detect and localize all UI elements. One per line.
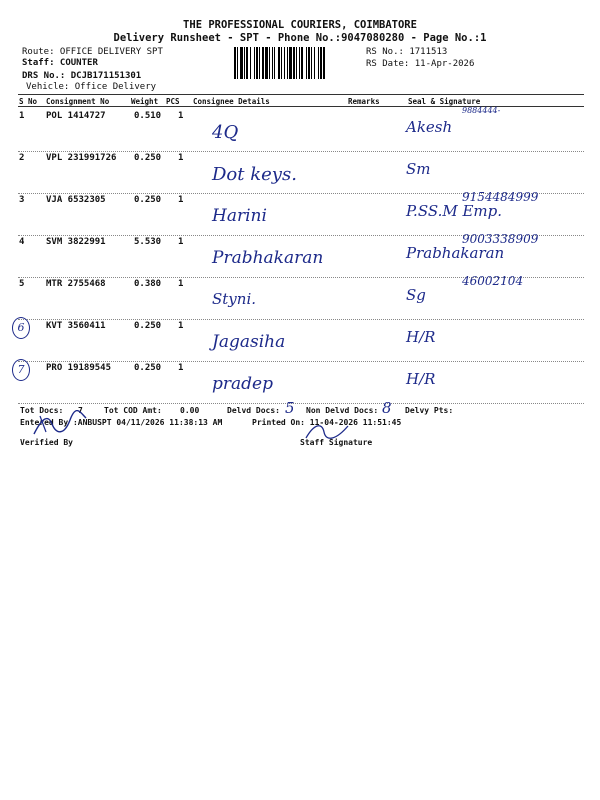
barcode-bar	[259, 47, 260, 79]
barcode-bar	[246, 47, 248, 79]
col-header-sno: S No	[19, 97, 38, 106]
row-pcs: 1	[178, 111, 184, 121]
row-consignee-handwritten: pradep	[212, 374, 273, 394]
non-delvd-docs-handwritten: 8	[382, 399, 392, 417]
row-sno: 3	[19, 195, 25, 205]
barcode-image	[234, 47, 362, 79]
row-sno: 1	[19, 111, 25, 121]
tot-docs-label: Tot Docs:	[20, 406, 64, 415]
row-signature-handwritten: Sg	[406, 286, 426, 304]
row-consignment-no: PRO 19189545	[46, 363, 112, 373]
barcode-bar	[237, 47, 238, 79]
printed-on: Printed On: 11-04-2026 11:51:45	[252, 418, 402, 427]
staff-label: Staff: COUNTER	[22, 58, 98, 68]
barcode-bar	[311, 47, 312, 79]
row-sno: 5	[19, 279, 25, 289]
barcode-bar	[296, 47, 297, 79]
row-weight: 0.250	[134, 321, 162, 331]
row-weight: 5.530	[134, 237, 162, 247]
row-weight: 0.510	[134, 111, 162, 121]
table-row	[0, 106, 600, 152]
row-signature-note-handwritten: 9884444-	[462, 106, 501, 115]
table-row	[0, 320, 600, 362]
table-row	[0, 232, 600, 278]
barcode-bar	[299, 47, 300, 79]
row-signature-note-handwritten: 9154484999	[462, 190, 539, 204]
barcode-bar	[262, 47, 264, 79]
row-sno: 2	[19, 153, 25, 163]
row-pcs: 1	[178, 321, 184, 331]
drs-number: DRS No.: DCJB171151301	[22, 71, 142, 81]
row-signature-handwritten: Prabhakaran	[406, 244, 505, 262]
row-pcs: 1	[178, 237, 184, 247]
row-signature-handwritten: Sm	[406, 160, 431, 178]
table-row	[0, 274, 600, 320]
barcode-bar	[281, 47, 282, 79]
barcode-bar	[240, 47, 243, 79]
row-consignment-no: KVT 3560411	[46, 321, 106, 331]
row-weight: 0.380	[134, 279, 162, 289]
row-pcs: 1	[178, 279, 184, 289]
barcode-bar	[289, 47, 292, 79]
barcode-bar	[250, 47, 251, 79]
col-header-consignment: Consignment No	[46, 97, 110, 106]
row-signature-handwritten: Akesh	[406, 118, 453, 136]
row-consignee-handwritten: Styni.	[212, 290, 257, 308]
row-consignee-handwritten: 4Q	[212, 122, 239, 143]
vehicle-label: Vehicle: Office Delivery	[26, 82, 157, 92]
barcode-bar	[306, 47, 307, 79]
barcode-bar	[318, 47, 319, 79]
barcode-bar	[265, 47, 268, 79]
barcode-bar	[234, 47, 236, 79]
row-weight: 0.250	[134, 363, 162, 373]
verifier-signature-scribble	[30, 410, 90, 440]
barcode-bar	[272, 47, 273, 79]
row-consignee-handwritten: Dot keys.	[212, 164, 297, 185]
row-weight: 0.250	[134, 153, 162, 163]
col-header-seal: Seal & Signature	[408, 97, 481, 106]
row-divider	[18, 403, 584, 404]
row-pcs: 1	[178, 153, 184, 163]
tot-docs-value: 7	[78, 406, 83, 415]
row-signature-handwritten: H/R	[406, 328, 436, 346]
col-header-remarks: Remarks	[348, 97, 380, 106]
row-sno-circled-handwritten: 6	[12, 317, 30, 339]
barcode-bar	[320, 47, 322, 79]
barcode-bar	[269, 47, 270, 79]
row-consignee-handwritten: Jagasiha	[212, 332, 286, 352]
route-label: Route: OFFICE DELIVERY SPT	[22, 47, 163, 57]
barcode-bar	[254, 47, 255, 79]
tot-cod-value: 0.00	[180, 406, 200, 415]
table-top-rule	[18, 94, 584, 95]
barcode-bar	[308, 47, 310, 79]
row-signature-note-handwritten: 46002104	[462, 274, 524, 288]
col-header-consignee: Consignee Details	[193, 97, 270, 106]
col-header-pcs: PCS	[166, 97, 180, 106]
non-delvd-docs-label: Non Delvd Docs:	[306, 406, 379, 415]
barcode-bar	[274, 47, 275, 79]
delvd-docs-label: Delvd Docs:	[227, 406, 280, 415]
tot-cod-label: Tot COD Amt:	[104, 406, 162, 415]
row-sno: 4	[19, 237, 25, 247]
barcode-bar	[287, 47, 288, 79]
row-signature-handwritten: H/R	[406, 370, 436, 388]
table-row	[0, 190, 600, 236]
barcode-bar	[323, 47, 325, 79]
row-consignment-no: POL 1414727	[46, 111, 106, 121]
barcode-bar	[284, 47, 285, 79]
barcode-bar	[278, 47, 280, 79]
row-pcs: 1	[178, 195, 184, 205]
barcode-bar	[244, 47, 245, 79]
delvy-pts-label: Delvy Pts:	[405, 406, 454, 415]
row-weight: 0.250	[134, 195, 162, 205]
staff-signature-scribble	[300, 420, 360, 442]
delvd-docs-handwritten: 5	[285, 399, 295, 417]
row-consignment-no: SVM 3822991	[46, 237, 106, 247]
row-signature-handwritten: P.SS.M Emp.	[406, 202, 503, 220]
row-signature-note-handwritten: 9003338909	[462, 232, 539, 246]
staff-signature-label: Staff Signature	[300, 438, 373, 447]
row-consignment-no: MTR 2755468	[46, 279, 106, 289]
company-name: THE PROFESSIONAL COURIERS, COIMBATORE	[183, 19, 417, 31]
barcode-bar	[256, 47, 258, 79]
entered-by: Entered By :ANBUSPT 04/11/2026 11:38:13 AM	[20, 418, 223, 427]
rs-date: RS Date: 11-Apr-2026	[366, 59, 475, 69]
table-row	[0, 152, 600, 194]
row-pcs: 1	[178, 363, 184, 373]
row-consignee-handwritten: Harini	[212, 206, 267, 226]
verified-by-label: Verified By	[20, 438, 73, 447]
barcode-bar	[314, 47, 315, 79]
barcode-bar	[301, 47, 303, 79]
row-consignment-no: VPL 231991726	[46, 153, 117, 163]
row-sno-circled-handwritten: 7	[12, 359, 30, 381]
col-header-weight: Weight	[131, 97, 159, 106]
row-consignment-no: VJA 6532305	[46, 195, 106, 205]
rs-number: RS No.: 1711513	[366, 47, 448, 57]
row-consignee-handwritten: Prabhakaran	[212, 248, 324, 268]
runsheet-title: Delivery Runsheet - SPT - Phone No.:9047080280 - Page No.:1	[113, 32, 487, 44]
barcode-bar	[293, 47, 295, 79]
table-row	[0, 362, 600, 404]
